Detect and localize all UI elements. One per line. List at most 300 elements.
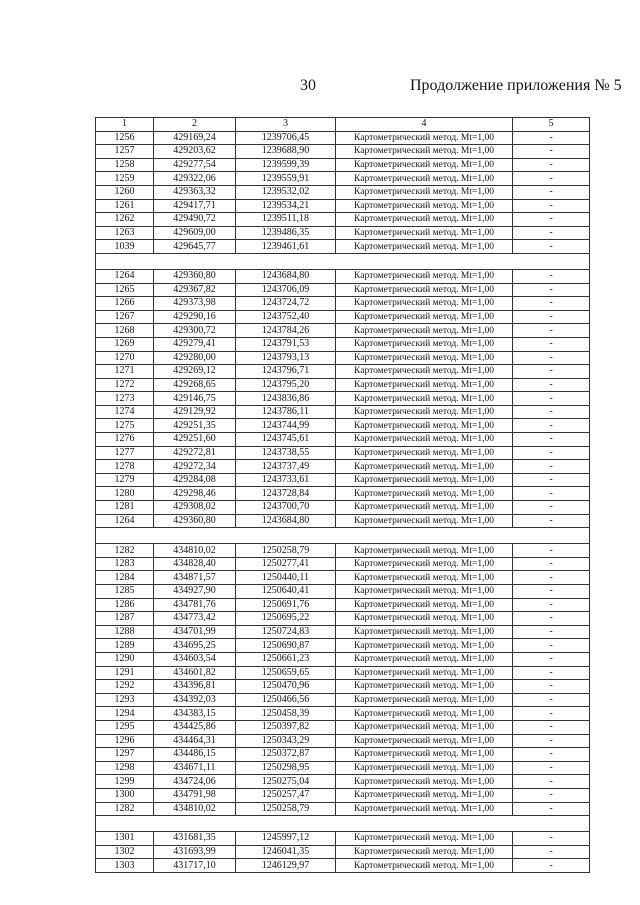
y-coordinate-cell: 1243733,61 — [236, 473, 336, 487]
y-coordinate-cell: 1250640,41 — [236, 585, 336, 599]
table-row — [96, 557, 590, 571]
dash-cell: - — [513, 131, 590, 145]
dash-cell: - — [513, 378, 590, 392]
column-number-row — [96, 118, 590, 132]
x-coordinate-cell: 429290,16 — [154, 310, 236, 324]
table-row — [96, 365, 590, 379]
page-header-title: Продолжение приложения № 5 — [410, 77, 622, 94]
group-separator — [96, 816, 590, 832]
method-cell: Картометрический метод. Mt=1,00 — [336, 832, 513, 846]
dash-cell: - — [513, 473, 590, 487]
table-row — [96, 310, 590, 324]
point-number-cell: 1258 — [96, 158, 154, 172]
column-number-cell: 4 — [336, 118, 513, 132]
method-cell: Картометрический метод. Mt=1,00 — [336, 639, 513, 653]
separator-cell — [96, 528, 590, 544]
table-row — [96, 514, 590, 528]
y-coordinate-cell: 1239599,39 — [236, 158, 336, 172]
y-coordinate-cell: 1239511,18 — [236, 213, 336, 227]
point-number-cell: 1266 — [96, 297, 154, 311]
table-row — [96, 598, 590, 612]
x-coordinate-cell: 434810,02 — [154, 544, 236, 558]
dash-cell: - — [513, 612, 590, 626]
y-coordinate-cell: 1243796,71 — [236, 365, 336, 379]
x-coordinate-cell: 434464,31 — [154, 734, 236, 748]
y-coordinate-cell: 1250659,65 — [236, 666, 336, 680]
table-row — [96, 473, 590, 487]
method-cell: Картометрический метод. Mt=1,00 — [336, 487, 513, 501]
point-number-cell: 1039 — [96, 240, 154, 254]
point-number-cell: 1303 — [96, 859, 154, 873]
y-coordinate-cell: 1239534,21 — [236, 199, 336, 213]
x-coordinate-cell: 429280,00 — [154, 351, 236, 365]
x-coordinate-cell: 434486,15 — [154, 748, 236, 762]
x-coordinate-cell: 434701,99 — [154, 625, 236, 639]
x-coordinate-cell: 429268,65 — [154, 378, 236, 392]
dash-cell: - — [513, 693, 590, 707]
method-cell: Картометрический метод. Mt=1,00 — [336, 680, 513, 694]
method-cell: Картометрический метод. Mt=1,00 — [336, 297, 513, 311]
table-body — [96, 131, 590, 872]
group-separator — [96, 253, 590, 269]
table-row — [96, 612, 590, 626]
point-number-cell: 1302 — [96, 845, 154, 859]
x-coordinate-cell: 431717,10 — [154, 859, 236, 873]
table-row — [96, 213, 590, 227]
method-cell: Картометрический метод. Mt=1,00 — [336, 720, 513, 734]
method-cell: Картометрический метод. Mt=1,00 — [336, 145, 513, 159]
x-coordinate-cell: 429322,06 — [154, 172, 236, 186]
dash-cell: - — [513, 501, 590, 515]
dash-cell: - — [513, 310, 590, 324]
method-cell: Картометрический метод. Mt=1,00 — [336, 514, 513, 528]
y-coordinate-cell: 1250470,96 — [236, 680, 336, 694]
y-coordinate-cell: 1250258,79 — [236, 802, 336, 816]
point-number-cell: 1292 — [96, 680, 154, 694]
table-row — [96, 324, 590, 338]
x-coordinate-cell: 429609,00 — [154, 226, 236, 240]
y-coordinate-cell: 1239486,35 — [236, 226, 336, 240]
y-coordinate-cell: 1239559,91 — [236, 172, 336, 186]
method-cell: Картометрический метод. Mt=1,00 — [336, 501, 513, 515]
table-row — [96, 172, 590, 186]
dash-cell: - — [513, 158, 590, 172]
point-number-cell: 1283 — [96, 557, 154, 571]
x-coordinate-cell: 429251,60 — [154, 433, 236, 447]
x-coordinate-cell: 429284,08 — [154, 473, 236, 487]
y-coordinate-cell: 1239688,90 — [236, 145, 336, 159]
x-coordinate-cell: 434871,57 — [154, 571, 236, 585]
point-number-cell: 1271 — [96, 365, 154, 379]
y-coordinate-cell: 1250258,79 — [236, 544, 336, 558]
method-cell: Картометрический метод. Mt=1,00 — [336, 419, 513, 433]
x-coordinate-cell: 429373,98 — [154, 297, 236, 311]
group-separator — [96, 528, 590, 544]
method-cell: Картометрический метод. Mt=1,00 — [336, 405, 513, 419]
y-coordinate-cell: 1250275,04 — [236, 775, 336, 789]
method-cell: Картометрический метод. Mt=1,00 — [336, 612, 513, 626]
method-cell: Картометрический метод. Mt=1,00 — [336, 283, 513, 297]
method-cell: Картометрический метод. Mt=1,00 — [336, 707, 513, 721]
method-cell: Картометрический метод. Mt=1,00 — [336, 571, 513, 585]
x-coordinate-cell: 431681,35 — [154, 832, 236, 846]
dash-cell: - — [513, 185, 590, 199]
x-coordinate-cell: 434724,06 — [154, 775, 236, 789]
method-cell: Картометрический метод. Mt=1,00 — [336, 365, 513, 379]
method-cell: Картометрический метод. Mt=1,00 — [336, 240, 513, 254]
dash-cell: - — [513, 652, 590, 666]
point-number-cell: 1300 — [96, 788, 154, 802]
x-coordinate-cell: 431693,99 — [154, 845, 236, 859]
x-coordinate-cell: 429272,81 — [154, 446, 236, 460]
y-coordinate-cell: 1243786,11 — [236, 405, 336, 419]
table-row — [96, 832, 590, 846]
y-coordinate-cell: 1243706,09 — [236, 283, 336, 297]
x-coordinate-cell: 434383,15 — [154, 707, 236, 721]
x-coordinate-cell: 434927,90 — [154, 585, 236, 599]
dash-cell: - — [513, 544, 590, 558]
table-row — [96, 405, 590, 419]
dash-cell: - — [513, 199, 590, 213]
table-row — [96, 199, 590, 213]
point-number-cell: 1260 — [96, 185, 154, 199]
dash-cell: - — [513, 433, 590, 447]
method-cell: Картометрический метод. Mt=1,00 — [336, 392, 513, 406]
method-cell: Картометрический метод. Mt=1,00 — [336, 666, 513, 680]
method-cell: Картометрический метод. Mt=1,00 — [336, 585, 513, 599]
point-number-cell: 1270 — [96, 351, 154, 365]
dash-cell: - — [513, 213, 590, 227]
table-row — [96, 652, 590, 666]
method-cell: Картометрический метод. Mt=1,00 — [336, 269, 513, 283]
y-coordinate-cell: 1250440,11 — [236, 571, 336, 585]
y-coordinate-cell: 1250372,87 — [236, 748, 336, 762]
x-coordinate-cell: 434773,42 — [154, 612, 236, 626]
dash-cell: - — [513, 172, 590, 186]
table-row — [96, 487, 590, 501]
table-row — [96, 378, 590, 392]
point-number-cell: 1268 — [96, 324, 154, 338]
dash-cell: - — [513, 585, 590, 599]
method-cell: Картометрический метод. Mt=1,00 — [336, 473, 513, 487]
dash-cell: - — [513, 761, 590, 775]
x-coordinate-cell: 429203,62 — [154, 145, 236, 159]
method-cell: Картометрический метод. Mt=1,00 — [336, 172, 513, 186]
y-coordinate-cell: 1250724,83 — [236, 625, 336, 639]
table-row — [96, 859, 590, 873]
dash-cell: - — [513, 297, 590, 311]
x-coordinate-cell: 434601,82 — [154, 666, 236, 680]
x-coordinate-cell: 434810,02 — [154, 802, 236, 816]
x-coordinate-cell: 429360,80 — [154, 514, 236, 528]
y-coordinate-cell: 1250343,29 — [236, 734, 336, 748]
x-coordinate-cell: 429360,80 — [154, 269, 236, 283]
method-cell: Картометрический метод. Mt=1,00 — [336, 199, 513, 213]
dash-cell: - — [513, 460, 590, 474]
x-coordinate-cell: 429417,71 — [154, 199, 236, 213]
y-coordinate-cell: 1243700,70 — [236, 501, 336, 515]
dash-cell: - — [513, 365, 590, 379]
y-coordinate-cell: 1250466,56 — [236, 693, 336, 707]
table-row — [96, 666, 590, 680]
point-number-cell: 1286 — [96, 598, 154, 612]
point-number-cell: 1267 — [96, 310, 154, 324]
point-number-cell: 1297 — [96, 748, 154, 762]
point-number-cell: 1298 — [96, 761, 154, 775]
point-number-cell: 1256 — [96, 131, 154, 145]
point-number-cell: 1257 — [96, 145, 154, 159]
column-number-cell: 3 — [236, 118, 336, 132]
y-coordinate-cell: 1250277,41 — [236, 557, 336, 571]
dash-cell: - — [513, 145, 590, 159]
table-row — [96, 185, 590, 199]
table-row — [96, 707, 590, 721]
point-number-cell: 1280 — [96, 487, 154, 501]
dash-cell: - — [513, 514, 590, 528]
y-coordinate-cell: 1250257,47 — [236, 788, 336, 802]
dash-cell: - — [513, 666, 590, 680]
x-coordinate-cell: 429269,12 — [154, 365, 236, 379]
x-coordinate-cell: 434603,54 — [154, 652, 236, 666]
dash-cell: - — [513, 324, 590, 338]
y-coordinate-cell: 1243795,20 — [236, 378, 336, 392]
point-number-cell: 1282 — [96, 802, 154, 816]
table-row — [96, 845, 590, 859]
point-number-cell: 1287 — [96, 612, 154, 626]
y-coordinate-cell: 1243752,40 — [236, 310, 336, 324]
table-row — [96, 775, 590, 789]
point-number-cell: 1296 — [96, 734, 154, 748]
table-row — [96, 734, 590, 748]
method-cell: Картометрический метод. Mt=1,00 — [336, 748, 513, 762]
y-coordinate-cell: 1243684,80 — [236, 514, 336, 528]
dash-cell: - — [513, 720, 590, 734]
point-number-cell: 1299 — [96, 775, 154, 789]
point-number-cell: 1284 — [96, 571, 154, 585]
x-coordinate-cell: 429645,77 — [154, 240, 236, 254]
dash-cell: - — [513, 571, 590, 585]
y-coordinate-cell: 1243744,99 — [236, 419, 336, 433]
dash-cell: - — [513, 734, 590, 748]
method-cell: Картометрический метод. Mt=1,00 — [336, 446, 513, 460]
dash-cell: - — [513, 625, 590, 639]
dash-cell: - — [513, 351, 590, 365]
table-row — [96, 585, 590, 599]
table-row — [96, 158, 590, 172]
point-number-cell: 1291 — [96, 666, 154, 680]
point-number-cell: 1259 — [96, 172, 154, 186]
y-coordinate-cell: 1250695,22 — [236, 612, 336, 626]
point-number-cell: 1279 — [96, 473, 154, 487]
point-number-cell: 1290 — [96, 652, 154, 666]
method-cell: Картометрический метод. Mt=1,00 — [336, 598, 513, 612]
point-number-cell: 1261 — [96, 199, 154, 213]
x-coordinate-cell: 434671,11 — [154, 761, 236, 775]
point-number-cell: 1285 — [96, 585, 154, 599]
y-coordinate-cell: 1239461,61 — [236, 240, 336, 254]
method-cell: Картометрический метод. Mt=1,00 — [336, 693, 513, 707]
method-cell: Картометрический метод. Mt=1,00 — [336, 131, 513, 145]
method-cell: Картометрический метод. Mt=1,00 — [336, 337, 513, 351]
dash-cell: - — [513, 446, 590, 460]
x-coordinate-cell: 429279,41 — [154, 337, 236, 351]
point-number-cell: 1288 — [96, 625, 154, 639]
x-coordinate-cell: 429129,92 — [154, 405, 236, 419]
dash-cell: - — [513, 269, 590, 283]
coordinates-table — [95, 117, 590, 873]
table-row — [96, 446, 590, 460]
x-coordinate-cell: 429169,24 — [154, 131, 236, 145]
method-cell: Картометрический метод. Mt=1,00 — [336, 433, 513, 447]
dash-cell: - — [513, 639, 590, 653]
dash-cell: - — [513, 680, 590, 694]
y-coordinate-cell: 1246129,97 — [236, 859, 336, 873]
y-coordinate-cell: 1243738,55 — [236, 446, 336, 460]
method-cell: Картометрический метод. Mt=1,00 — [336, 213, 513, 227]
point-number-cell: 1293 — [96, 693, 154, 707]
dash-cell: - — [513, 775, 590, 789]
table-row — [96, 145, 590, 159]
method-cell: Картометрический метод. Mt=1,00 — [336, 788, 513, 802]
table-row — [96, 544, 590, 558]
y-coordinate-cell: 1250690,87 — [236, 639, 336, 653]
table-row — [96, 433, 590, 447]
table-row — [96, 501, 590, 515]
x-coordinate-cell: 429490,72 — [154, 213, 236, 227]
x-coordinate-cell: 429308,02 — [154, 501, 236, 515]
column-number-cell: 2 — [154, 118, 236, 132]
method-cell: Картометрический метод. Mt=1,00 — [336, 351, 513, 365]
x-coordinate-cell: 429251,35 — [154, 419, 236, 433]
y-coordinate-cell: 1243724,72 — [236, 297, 336, 311]
method-cell: Картометрический метод. Mt=1,00 — [336, 158, 513, 172]
x-coordinate-cell: 434791,98 — [154, 788, 236, 802]
method-cell: Картометрический метод. Mt=1,00 — [336, 460, 513, 474]
y-coordinate-cell: 1250458,39 — [236, 707, 336, 721]
y-coordinate-cell: 1243784,26 — [236, 324, 336, 338]
table-row — [96, 392, 590, 406]
method-cell: Картометрический метод. Mt=1,00 — [336, 324, 513, 338]
x-coordinate-cell: 429277,54 — [154, 158, 236, 172]
dash-cell: - — [513, 598, 590, 612]
method-cell: Картометрический метод. Mt=1,00 — [336, 544, 513, 558]
dash-cell: - — [513, 405, 590, 419]
x-coordinate-cell: 429298,46 — [154, 487, 236, 501]
method-cell: Картометрический метод. Mt=1,00 — [336, 761, 513, 775]
table-row — [96, 693, 590, 707]
table-row — [96, 625, 590, 639]
x-coordinate-cell: 429363,32 — [154, 185, 236, 199]
x-coordinate-cell: 429367,82 — [154, 283, 236, 297]
point-number-cell: 1277 — [96, 446, 154, 460]
y-coordinate-cell: 1243737,49 — [236, 460, 336, 474]
y-coordinate-cell: 1243793,13 — [236, 351, 336, 365]
point-number-cell: 1272 — [96, 378, 154, 392]
method-cell: Картометрический метод. Mt=1,00 — [336, 226, 513, 240]
table-row — [96, 297, 590, 311]
y-coordinate-cell: 1246041,35 — [236, 845, 336, 859]
method-cell: Картометрический метод. Mt=1,00 — [336, 845, 513, 859]
table-row — [96, 748, 590, 762]
point-number-cell: 1269 — [96, 337, 154, 351]
table-row — [96, 571, 590, 585]
y-coordinate-cell: 1250691,76 — [236, 598, 336, 612]
point-number-cell: 1295 — [96, 720, 154, 734]
table-row — [96, 269, 590, 283]
separator-cell — [96, 253, 590, 269]
dash-cell: - — [513, 802, 590, 816]
point-number-cell: 1263 — [96, 226, 154, 240]
method-cell: Картометрический метод. Mt=1,00 — [336, 378, 513, 392]
point-number-cell: 1265 — [96, 283, 154, 297]
dash-cell: - — [513, 226, 590, 240]
x-coordinate-cell: 434425,86 — [154, 720, 236, 734]
y-coordinate-cell: 1250298,95 — [236, 761, 336, 775]
point-number-cell: 1262 — [96, 213, 154, 227]
dash-cell: - — [513, 707, 590, 721]
point-number-cell: 1273 — [96, 392, 154, 406]
table-row — [96, 761, 590, 775]
method-cell: Картометрический метод. Mt=1,00 — [336, 775, 513, 789]
y-coordinate-cell: 1239532,02 — [236, 185, 336, 199]
table-row — [96, 639, 590, 653]
method-cell: Картометрический метод. Mt=1,00 — [336, 734, 513, 748]
point-number-cell: 1289 — [96, 639, 154, 653]
table-row — [96, 283, 590, 297]
method-cell: Картометрический метод. Mt=1,00 — [336, 310, 513, 324]
table-row — [96, 802, 590, 816]
x-coordinate-cell: 434695,25 — [154, 639, 236, 653]
table-row — [96, 419, 590, 433]
dash-cell: - — [513, 283, 590, 297]
column-number-cell: 1 — [96, 118, 154, 132]
x-coordinate-cell: 434392,03 — [154, 693, 236, 707]
point-number-cell: 1281 — [96, 501, 154, 515]
dash-cell: - — [513, 337, 590, 351]
y-coordinate-cell: 1243728,84 — [236, 487, 336, 501]
y-coordinate-cell: 1250661,23 — [236, 652, 336, 666]
point-number-cell: 1301 — [96, 832, 154, 846]
point-number-cell: 1276 — [96, 433, 154, 447]
table-row — [96, 788, 590, 802]
y-coordinate-cell: 1245997,12 — [236, 832, 336, 846]
table-row — [96, 720, 590, 734]
y-coordinate-cell: 1239706,45 — [236, 131, 336, 145]
dash-cell: - — [513, 240, 590, 254]
method-cell: Картометрический метод. Mt=1,00 — [336, 185, 513, 199]
table-row — [96, 131, 590, 145]
dash-cell: - — [513, 419, 590, 433]
method-cell: Картометрический метод. Mt=1,00 — [336, 557, 513, 571]
table-row — [96, 240, 590, 254]
dash-cell: - — [513, 392, 590, 406]
point-number-cell: 1264 — [96, 269, 154, 283]
table-row — [96, 226, 590, 240]
point-number-cell: 1282 — [96, 544, 154, 558]
x-coordinate-cell: 434828,40 — [154, 557, 236, 571]
dash-cell: - — [513, 859, 590, 873]
table-row — [96, 460, 590, 474]
x-coordinate-cell: 434396,81 — [154, 680, 236, 694]
y-coordinate-cell: 1243836,86 — [236, 392, 336, 406]
dash-cell: - — [513, 748, 590, 762]
y-coordinate-cell: 1243745,61 — [236, 433, 336, 447]
point-number-cell: 1275 — [96, 419, 154, 433]
y-coordinate-cell: 1243791,53 — [236, 337, 336, 351]
dash-cell: - — [513, 557, 590, 571]
dash-cell: - — [513, 487, 590, 501]
method-cell: Картометрический метод. Mt=1,00 — [336, 652, 513, 666]
